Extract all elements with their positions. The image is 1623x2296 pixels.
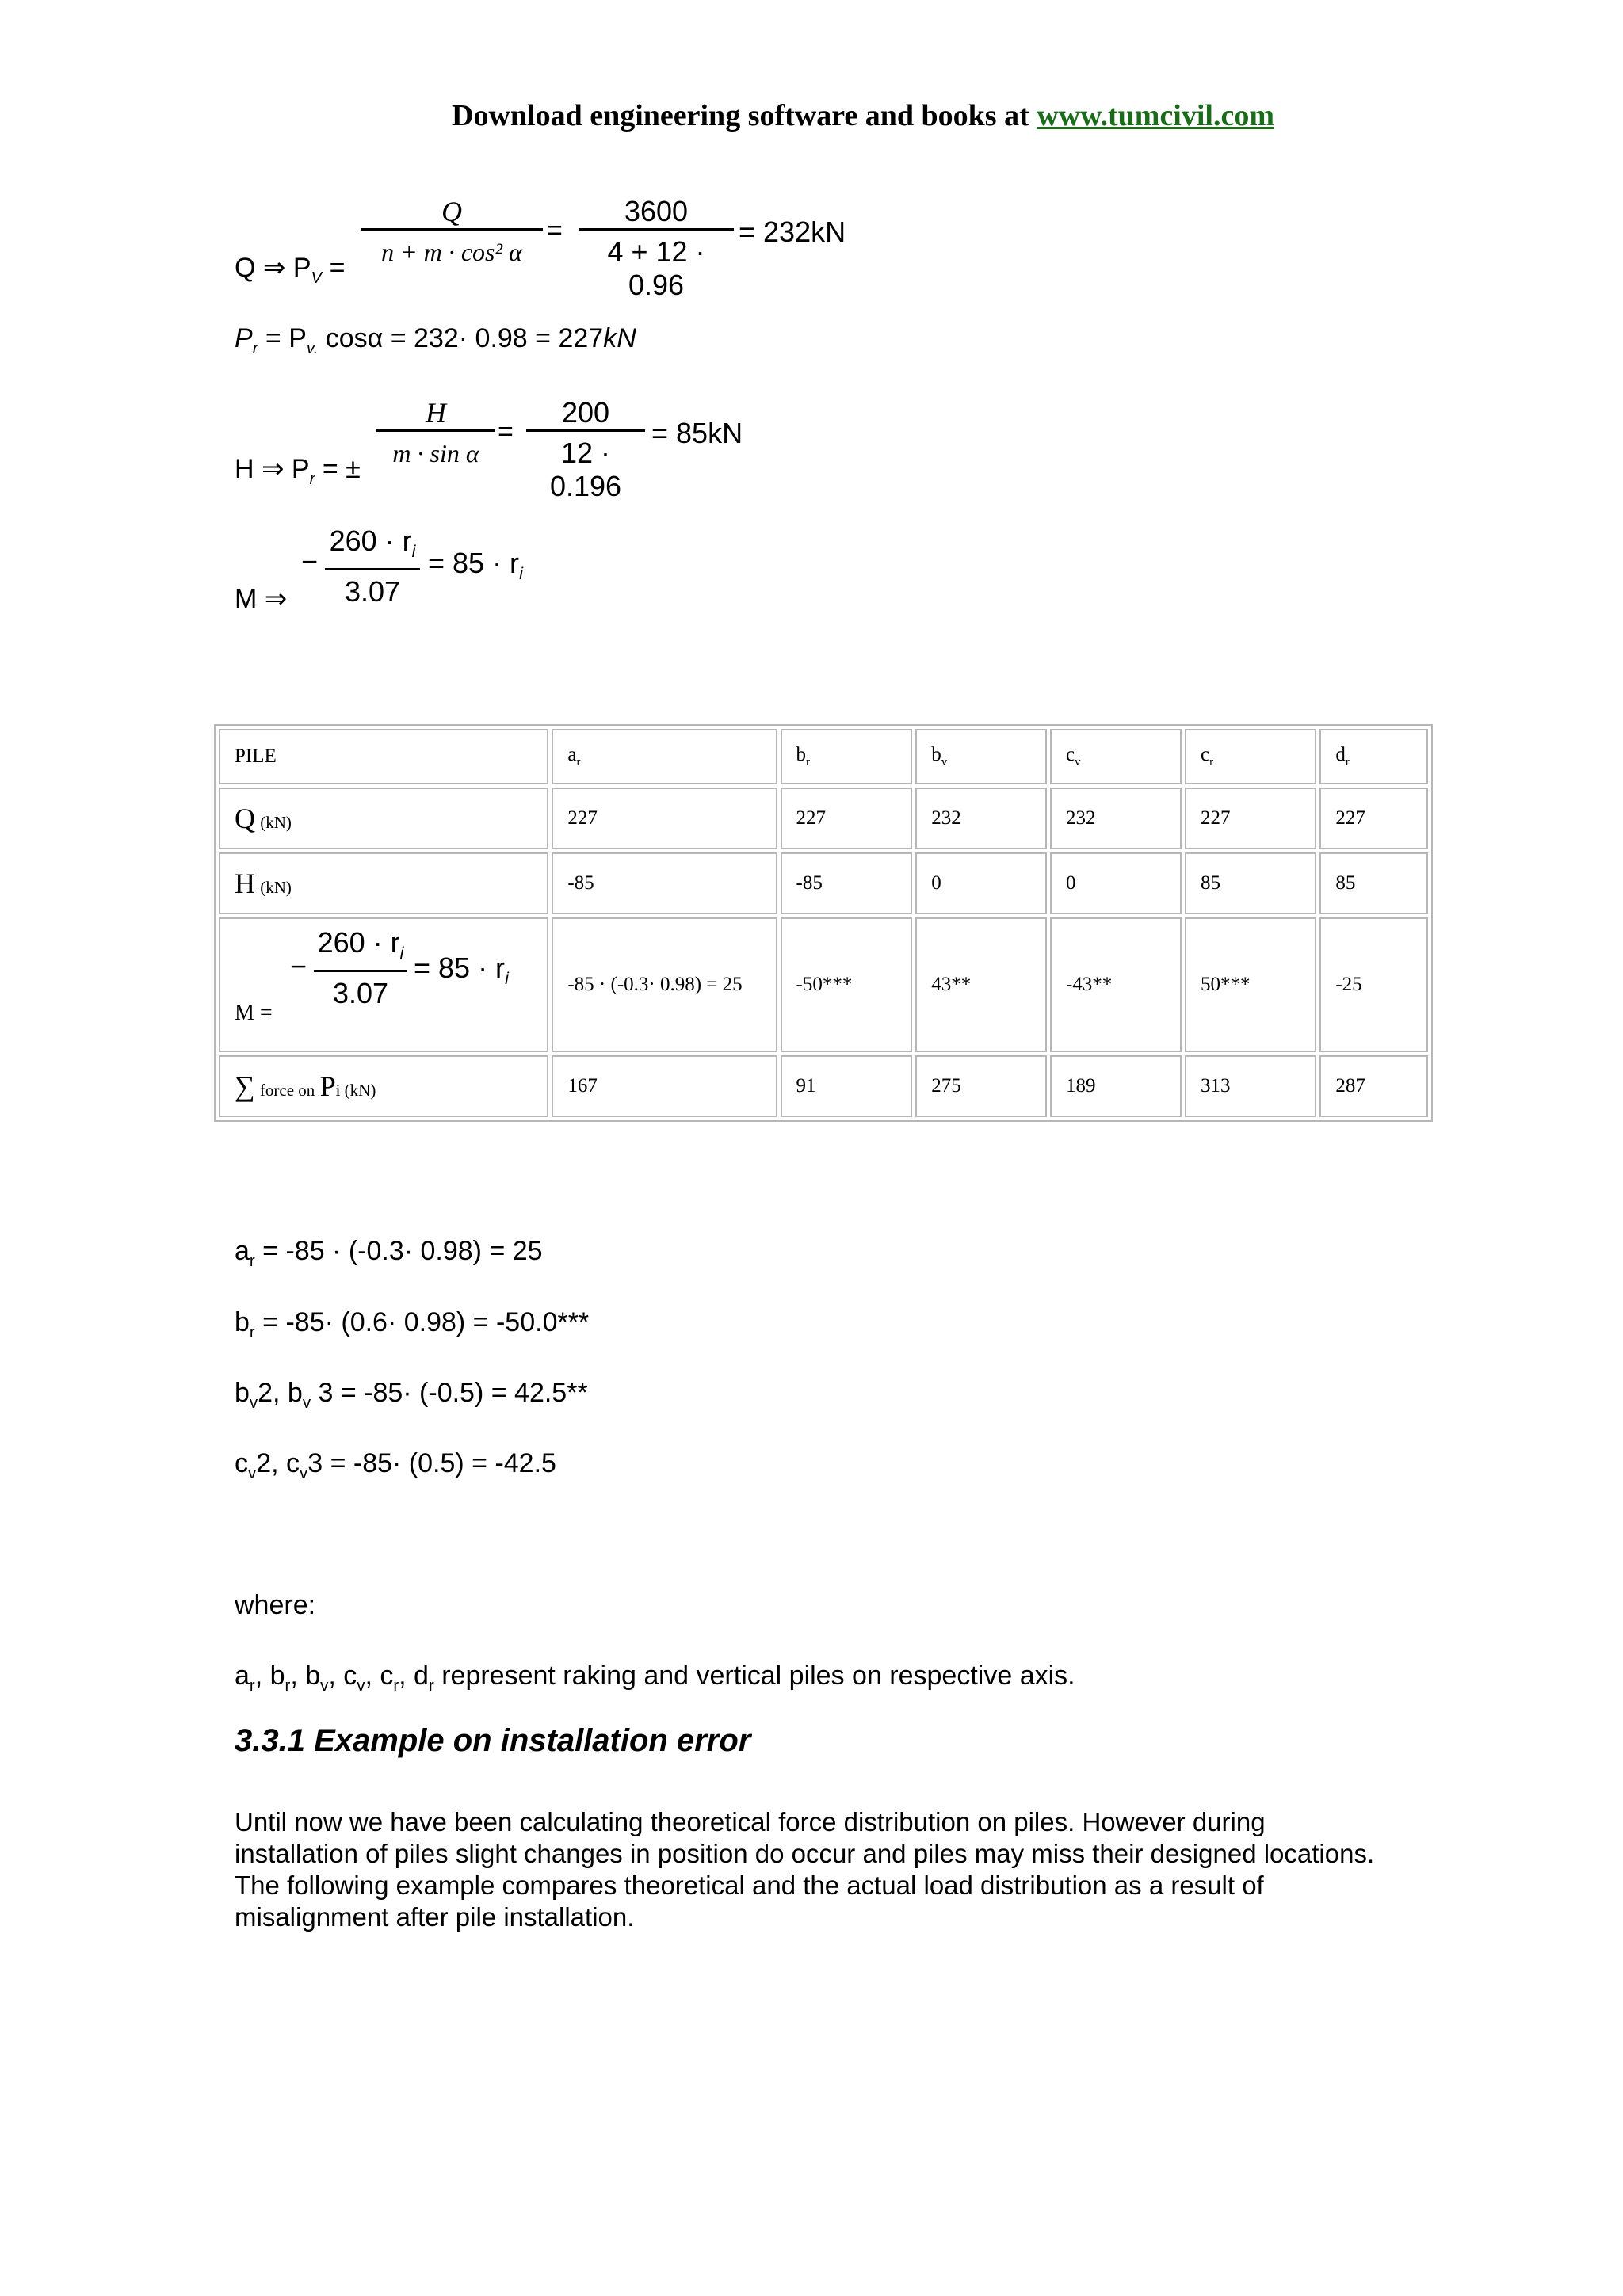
table-header-cell: $b_r$ — [781, 729, 913, 784]
equation-q-fraction-2: $\frac{3600}{4 + 12 \cdot 0.96}$ — [579, 195, 734, 302]
table-cell: 232 — [1050, 788, 1182, 849]
table-cell: 85 — [1319, 852, 1428, 914]
table-cell: 287 — [1319, 1055, 1428, 1117]
equation-m-fraction: $\frac{260 \cdot r_i}{3.07}$ — [325, 524, 420, 608]
equation-h-equals: = — [498, 417, 514, 447]
table-cell: 85 — [1185, 852, 1316, 914]
table-cell: 0 — [915, 852, 1047, 914]
table-header-cell: $a_r$ — [552, 729, 777, 784]
table-row-m — [219, 917, 1428, 1052]
table-cell: 275 — [915, 1055, 1047, 1117]
table-cell: 91 — [781, 1055, 913, 1117]
equation-h-fraction-1: $\frac{H}{\text{m · sin α}}$ — [376, 396, 495, 470]
page-header — [0, 98, 1623, 133]
table-cell: -85 — [781, 852, 913, 914]
legend-text: $a_r$, $b_r$, $b_v$, $c_v$, $c_r$, $d_r$ represent raking and vertical piles on respective axis. — [235, 1661, 1075, 1695]
equation-q-result: = 232kN — [739, 215, 846, 248]
section-heading: 3.3.1 Example on installation error — [235, 1723, 751, 1758]
equation-q-fraction-1: $\frac{Q}{\text{n + m · cos² α}}$ — [361, 195, 543, 269]
where-label: where: — [235, 1590, 316, 1620]
equation-h-fraction-2: $\frac{200}{12 \cdot 0.196}$ — [526, 396, 645, 503]
equation-m-result: = $85 \cdot r_i$ — [428, 547, 523, 584]
table-cell: -85 · (-0.3· 0.98) = 25 — [552, 917, 777, 1052]
header-link[interactable]: www.tumcivil.com — [1037, 99, 1274, 132]
table-row-label: ∑ force on Pi (kN) — [219, 1055, 548, 1117]
equation-h-result: = 85kN — [651, 417, 743, 449]
table-header-cell: $c_v$ — [1050, 729, 1182, 784]
table-cell: 227 — [552, 788, 777, 849]
table-row-label: M = − $\frac{260 \cdot r_i}{3.07}$ = $85 \cdot r_i$ — [219, 917, 548, 1052]
equation-h-label: H ⇒ $P_r$ = ± — [235, 454, 361, 488]
calc-line: $c_v2$, $c_v3 = -85\cdot (0.5) = -42.5$ — [235, 1448, 556, 1482]
equation-q-label: Q ⇒ $P_V$ = — [235, 253, 346, 287]
table-header-cell: PILE — [219, 729, 548, 784]
header-text: Download engineering software and books at — [452, 99, 1037, 132]
table-row-h — [219, 852, 1428, 914]
table-cell: 227 — [781, 788, 913, 849]
table-cell: 0 — [1050, 852, 1182, 914]
body-paragraph: Until now we have been calculating theoretical force distribution on piles. However during installation of piles slight changes in position do occur and piles may miss their designed locations. The following example compares theoretical and the actual load distribution as a result of misalignment after pile installation. — [235, 1807, 1375, 1932]
table-header-cell: $c_r$ — [1185, 729, 1316, 784]
pile-force-table — [214, 724, 1433, 1122]
table-header-cell: $d_r$ — [1319, 729, 1428, 784]
table-row-q — [219, 788, 1428, 849]
table-cell: 43** — [915, 917, 1047, 1052]
equation-q-equals: = — [547, 215, 563, 246]
table-cell: -43** — [1050, 917, 1182, 1052]
table-header-row — [219, 729, 1428, 784]
table-row-label: Q (kN) — [219, 788, 548, 849]
table-cell: 227 — [1319, 788, 1428, 849]
table-cell: 189 — [1050, 1055, 1182, 1117]
table-row-label: H (kN) — [219, 852, 548, 914]
table-cell: 50*** — [1185, 917, 1316, 1052]
table-cell: 313 — [1185, 1055, 1316, 1117]
table-cell: -25 — [1319, 917, 1428, 1052]
calc-line: $a_r = -85 \cdot (-0.3\cdot 0.98) = 25$ — [235, 1236, 543, 1270]
equation-m-label: M ⇒ — [235, 584, 288, 614]
table-row-sum — [219, 1055, 1428, 1117]
table-cell: 232 — [915, 788, 1047, 849]
calc-line: $b_r = -85\cdot (0.6\cdot 0.98) = -50.0***$ — [235, 1307, 590, 1341]
table-cell: -50*** — [781, 917, 913, 1052]
equation-m-minus: − — [301, 545, 319, 578]
equation-pr: $P_r = P_{v.}$ cosα = 232· 0.98 = 227kN — [235, 323, 636, 357]
table-cell: 167 — [552, 1055, 777, 1117]
table-cell: 227 — [1185, 788, 1316, 849]
table-cell: -85 — [552, 852, 777, 914]
table-header-cell: $b_v$ — [915, 729, 1047, 784]
calc-line: $b_v2$, $b_v$ 3 = -85· (-0.5) = 42.5** — [235, 1378, 588, 1412]
